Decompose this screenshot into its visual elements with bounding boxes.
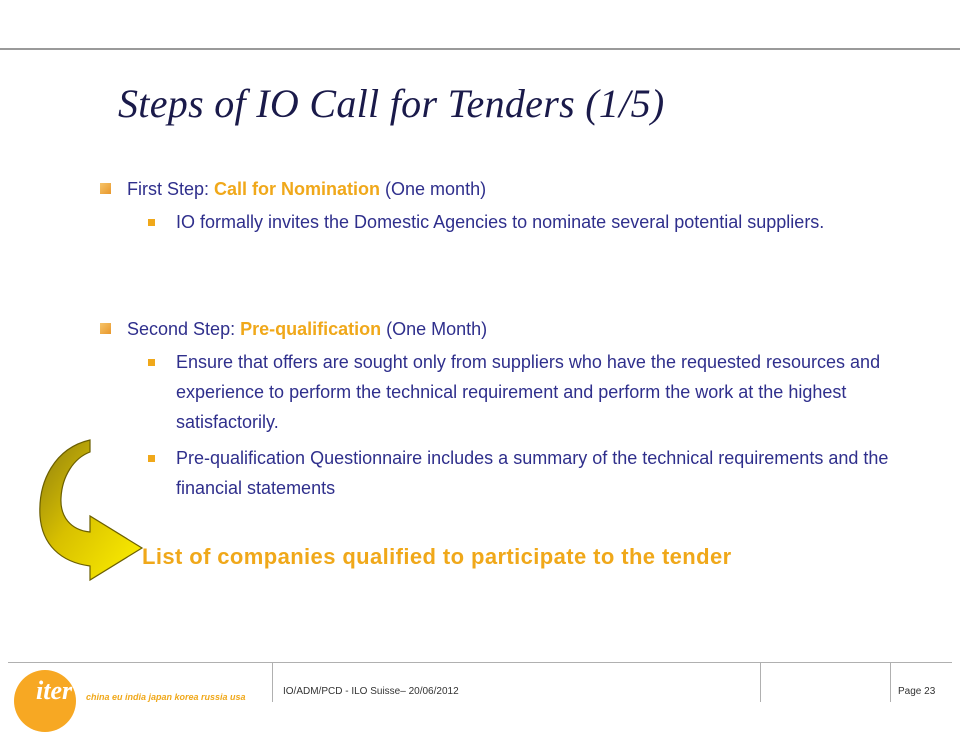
iter-logo — [14, 670, 274, 710]
top-divider — [0, 48, 960, 50]
step-highlight: Call for Nomination — [214, 179, 381, 199]
small-orange-square-bullet-icon — [148, 455, 155, 462]
small-orange-square-bullet-icon — [148, 359, 155, 366]
step-highlight: Pre-qualification — [240, 319, 382, 339]
step-first — [100, 177, 900, 237]
footer-reference: IO/ADM/PCD - ILO Suisse– 20/06/2012 — [283, 686, 459, 697]
footer-divider — [8, 662, 952, 663]
logo-wordmark: iter — [36, 676, 73, 705]
orange-square-bullet-icon — [100, 323, 111, 334]
sub-item — [100, 347, 900, 437]
footer-separator — [890, 662, 891, 702]
step-heading — [100, 177, 900, 201]
result-text: List of companies qualified to participate to the tender — [142, 544, 732, 569]
step-second — [100, 317, 900, 503]
sub-item-text: IO formally invites the Domestic Agencies to nominate several potential suppliers. — [176, 212, 825, 232]
step-heading — [100, 317, 900, 341]
sub-item-text: Ensure that offers are sought only from suppliers who have the requested resources and experience to perform the technical requirement and perform the work at the highest satisfactorily. — [176, 352, 881, 432]
slide-title: Steps of IO Call for Tenders (1/5) — [118, 81, 665, 126]
step-prefix: First Step: — [127, 179, 215, 199]
orange-square-bullet-icon — [100, 183, 111, 194]
sub-item — [100, 207, 900, 237]
curved-arrow-icon — [30, 436, 145, 586]
step-suffix: (One month) — [380, 179, 487, 199]
sub-item — [100, 443, 900, 503]
footer-separator — [760, 662, 761, 702]
step-prefix: Second Step: — [127, 319, 241, 339]
page-number: Page 23 — [898, 686, 936, 697]
small-orange-square-bullet-icon — [148, 219, 155, 226]
sub-item-text: Pre-qualification Questionnaire includes a summary of the technical requirements and the financial statements — [176, 448, 889, 498]
logo-members: china eu india japan korea russia usa — [86, 692, 246, 702]
step-suffix: (One Month) — [381, 319, 488, 339]
